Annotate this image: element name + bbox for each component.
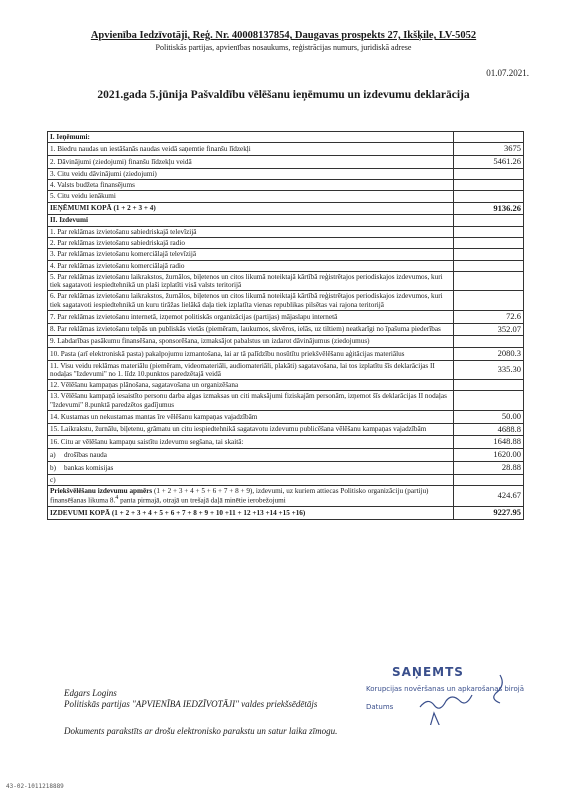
income-row (48, 180, 524, 191)
stamp-handwriting (360, 665, 530, 725)
party-header-caption: Politiskās partijas, apvienības nosaukums, reģistrācijas numurs, juridiskā adrese (155, 43, 412, 52)
declaration-table (47, 131, 524, 520)
income-total-row (48, 202, 524, 215)
row-value (454, 191, 524, 202)
row-label: 2. Par reklāmas izvietošanu sabiedriskajā radio (48, 237, 454, 248)
subitem-marker: c) (50, 475, 56, 484)
stamp-title: SAŅEMTS (392, 665, 464, 679)
expense-row (48, 347, 524, 360)
row-value: 2080.3 (454, 347, 524, 360)
row-label: 10. Pasta (arī elektroniskā pasta) pakalpojumu izmantošana, lai ar tā palīdzību nosūtītu priekšvēlēšanu aģitācijas materiālus (48, 347, 454, 360)
row-label: 15. Laikrakstu, žurnālu, biļetenu, grāmatu un citu iespiedtehnikā sagatavotu izdevumu publicēšana vēlēšanu kampaņas vajadzībām (48, 423, 454, 436)
row-label: 4. Valsts budžeta finansējums (48, 180, 454, 191)
row-label: 1. Biedru naudas un iestāšanās naudas veidā saņemtie finanšu līdzekļi (48, 143, 454, 156)
row-value: 1648.88 (454, 436, 524, 449)
row-label: IEŅĒMUMI KOPĀ (1 + 2 + 3 + 4) (48, 202, 454, 215)
row-value: 72.6 (454, 310, 524, 323)
expense-row (48, 310, 524, 323)
signatory-name: Edgars Logins (64, 688, 117, 698)
row-value (454, 260, 524, 271)
expense-subitem-row (48, 474, 524, 485)
row-label: II. Izdevumi (48, 215, 454, 226)
received-stamp (360, 665, 530, 725)
row-label: 6. Par reklāmas izvietošanu laikrakstos, žurnālos, biļetenos un citos likumā noteiktajā kārtībā reģistrētajos periodiskajos izdevumos, kuri tiek sagatavoti iespiedtehnikā un kuru tirāžas lielākā daļa tiek izplatīta vienas republikas pilsētas vai rajona teritorijā (48, 291, 454, 311)
row-value (454, 215, 524, 226)
expense-row (48, 410, 524, 423)
row-label: 7. Par reklāmas izvietošanu internetā, izņemot politiskās organizācijas (partijas) mājaslapu internetā (48, 310, 454, 323)
row-value (454, 237, 524, 248)
row-value: 9136.26 (454, 202, 524, 215)
e-signature-note: Dokuments parakstīts ar drošu elektronisko parakstu un satur laika zīmogu. (64, 726, 338, 736)
pre-election-sup: 4 (115, 495, 119, 502)
row-label (48, 462, 454, 475)
subitem-marker: b) (50, 463, 56, 472)
pre-election-label-tail: panta pirmajā, otrajā un trešajā daļā minētie ierobežojumi (118, 496, 286, 505)
income-row (48, 168, 524, 179)
row-value: 352.07 (454, 323, 524, 336)
row-label: 13. Vēlēšanu kampaņā iesaistīto personu darba algas izmaksas un citi maksājumi fiziskajām personām, izņemot šīs deklarācijas II nodaļas "Izdevumi" 8.punktā paredzētos gadījumus (48, 391, 454, 411)
expense-row (48, 271, 524, 291)
pre-election-label-bold: Priekšvēlēšanu izdevumu apmērs (50, 487, 153, 496)
row-label: 1. Par reklāmas izvietošanu sabiedriskajā televīzijā (48, 226, 454, 237)
row-label: 4. Par reklāmas izvietošanu komerciālajā radio (48, 260, 454, 271)
row-label: I. Ieņēmumi: (48, 132, 454, 143)
row-label (48, 474, 454, 485)
row-label: 14. Kustamas un nekustamas mantas īre vēlēšanu kampaņas vajadzībām (48, 410, 454, 423)
row-value (454, 132, 524, 143)
row-label: 5. Citu veidu ienākumi (48, 191, 454, 202)
row-value (454, 168, 524, 179)
expense-subitem-row (48, 449, 524, 462)
row-label: 9. Labdarības pasākumu finansēšana, sponsorēšana, izmaksājot pabalstus un izdarot dāvinājumus (ziedojumus) (48, 336, 454, 347)
row-value (454, 249, 524, 260)
expense-row (48, 237, 524, 248)
row-value (454, 380, 524, 391)
income-row (48, 156, 524, 169)
row-value (454, 271, 524, 291)
expense-row (48, 226, 524, 237)
row-value: 28.88 (454, 462, 524, 475)
row-label: 5. Par reklāmas izvietošanu laikrakstos, žurnālos, biļetenos un citos likumā noteiktajā kārtībā reģistrētajos periodiskajos izdevumos, kuri tiek sagatavoti iespiedtehnikā un plaši izplatīti visā valsts teritorijā (48, 271, 454, 291)
stamp-agency: Korupcijas novēršanas un apkarošanas birojā (366, 685, 524, 693)
row-value: 424.67 (454, 486, 524, 507)
row-label: 3. Par reklāmas izvietošanu komerciālajā televīzijā (48, 249, 454, 260)
stamp-date-label: Datums (366, 703, 394, 711)
income-section-header (48, 132, 524, 143)
row-label: 12. Vēlēšanu kampaņas plānošana, sagatavošana un organizēšana (48, 380, 454, 391)
income-row (48, 143, 524, 156)
subitem-marker: a) (50, 450, 56, 459)
expense-subitem-row (48, 462, 524, 475)
expense-row (48, 323, 524, 336)
row-label: 3. Citu veidu dāvinājumi (ziedojumi) (48, 168, 454, 179)
row-label: 8. Par reklāmas izvietošanu telpās un publiskās vietās (piemēram, laukumos, skvēros, ielās, uz tiltiem) neatkarīgi no īpašuma piederības (48, 323, 454, 336)
expense-row (48, 360, 524, 380)
income-row (48, 191, 524, 202)
row-value (454, 226, 524, 237)
document-title: 2021.gada 5.jūnija Pašvaldību vēlēšanu ieņēmumu un izdevumu deklarācija (97, 89, 470, 101)
expense-section-header (48, 215, 524, 226)
row-label: 11. Visu veidu reklāmas materiālu (piemēram, videomateriāli, audiomateriāli, plakāti) sagatavošana, lai tos izplatītu šīs deklarācijas II nodaļas "Izdevumi" no 1. līdz 10.punktos paredzētajā veidā (48, 360, 454, 380)
expense-row (48, 391, 524, 411)
row-value: 335.30 (454, 360, 524, 380)
row-label: IZDEVUMI KOPĀ (1 + 2 + 3 + 4 + 5 + 6 + 7 + 8 + 9 + 10 +11 + 12 +13 +14 +15 +16) (48, 507, 454, 520)
row-value (454, 291, 524, 311)
row-value (454, 474, 524, 485)
row-label: 16. Citu ar vēlēšanu kampaņu saistītu izdevumu segšana, tai skaitā: (48, 436, 454, 449)
row-label: 2. Dāvinājumi (ziedojumi) finanšu līdzekļu veidā (48, 156, 454, 169)
expense-row (48, 336, 524, 347)
row-value: 3675 (454, 143, 524, 156)
document-date: 01.07.2021. (486, 68, 529, 78)
subitem-label: bankas komisijas (64, 463, 114, 472)
row-value (454, 180, 524, 191)
party-header: Apvienība Iedzīvotāji, Reģ. Nr. 40008137854, Daugavas prospekts 27, Ikšķile, LV-5052 (90, 30, 477, 41)
expense-row (48, 423, 524, 436)
row-value: 50.00 (454, 410, 524, 423)
pre-election-label: (1 + 2 + 3 + 4 + 5 + 6 + 7 + 8 + 9), izdevumi, uz kuriem attiecas Politisko organizāciju (partiju) finansēšanas likuma 8. (50, 487, 429, 505)
row-value: 9227.95 (454, 507, 524, 520)
expense-row (48, 249, 524, 260)
expense-row (48, 436, 524, 449)
expense-row (48, 291, 524, 311)
row-value (454, 336, 524, 347)
expense-row (48, 380, 524, 391)
row-value: 1620.00 (454, 449, 524, 462)
row-value (454, 391, 524, 411)
expense-row (48, 260, 524, 271)
row-label (48, 486, 454, 507)
signatory-role: Politiskās partijas "APVIENĪBA IEDZĪVOTĀJI" valdes priekšsēdētājs (64, 699, 318, 709)
row-label (48, 449, 454, 462)
pre-election-row (48, 486, 524, 507)
footer-code: 43-02-1011218889 (6, 783, 64, 790)
expense-total-row (48, 507, 524, 520)
row-value: 4688.8 (454, 423, 524, 436)
row-value: 5461.26 (454, 156, 524, 169)
subitem-label: drošības nauda (64, 450, 107, 459)
